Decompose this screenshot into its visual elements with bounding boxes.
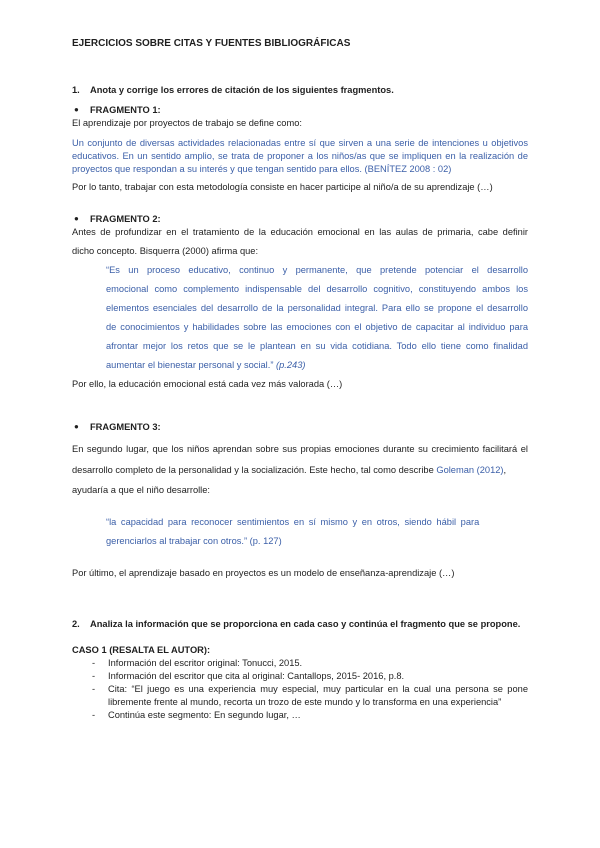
- fragment-3-intro-text: desarrollo completo de la personalidad y la socialización. Este hecho, tal como describe: [72, 465, 434, 475]
- fragment-1-quote-line: educativos. En un sentido amplio, se trata de proponer a los niños/as que se impliquen en la realización de: [72, 151, 528, 161]
- case-1-item: Información del escritor original: Tonucci, 2015.: [108, 658, 303, 668]
- case-1-cita-line: libremente frente al mundo, recorta un trozo de este mundo y lo transforma en una experiencia”: [108, 697, 502, 707]
- fragment-2-quote-last: aumentar el bienestar personal y social.”: [106, 360, 274, 370]
- fragment-3-label: FRAGMENTO 3:: [90, 422, 161, 432]
- fragment-2-label: FRAGMENTO 2:: [90, 214, 161, 224]
- fragment-2-quote-line: emocional como complemento indispensable del desarrollo cognitivo, constituyendo ambos los: [106, 284, 528, 294]
- fragment-3-intro-line: En segundo lugar, que los niños aprendan sobre sus propias emociones durante su crecimiento facilitará el: [72, 444, 528, 454]
- fragment-3-intro-line-2: [72, 464, 506, 476]
- dash-bullet: -: [92, 658, 96, 668]
- fragment-2-intro-line: Antes de profundizar en el tratamiento de la educación emocional en las aulas de primaria, cabe definir: [72, 227, 528, 237]
- dash-bullet: -: [92, 684, 96, 694]
- fragment-2-quote-last-line: [106, 359, 306, 371]
- fragment-1-quote-line: proyectos que respondan a su interés y que tengan sentido para ellos. (BENÍTEZ 2008 : 02): [72, 164, 452, 174]
- bullet-icon: ●: [74, 105, 79, 114]
- bullet-icon: ●: [74, 214, 79, 223]
- fragment-2-quote-line: elementos esenciales del desarrollo de la personalidad integral. Para ello se propone el desarrollo: [106, 303, 528, 313]
- fragment-3-quote-line: “la capacidad para reconocer sentimientos en sí mismo y en otros, siendo hábil para: [106, 517, 480, 527]
- case-1-continua: Continúa este segmento: En segundo lugar, …: [108, 710, 301, 720]
- fragment-3-cite-tail: ,: [503, 465, 507, 475]
- fragment-2-quote-page: (p.243): [276, 360, 306, 370]
- bullet-icon: ●: [74, 422, 79, 431]
- fragment-2-quote-line: afrontar mejor los retos que se le plantean en su vida cotidiana. Todo ello tiene como finalidad: [106, 341, 528, 351]
- exercise-1-number: 1.: [72, 85, 80, 95]
- document-title: EJERCICIOS SOBRE CITAS Y FUENTES BIBLIOGRÁFICAS: [72, 38, 351, 49]
- fragment-1-after: Por lo tanto, trabajar con esta metodología consiste en hacer participe al niño/a de su aprendizaje (…): [72, 182, 493, 192]
- exercise-1-heading: Anota y corrige los errores de citación de los siguientes fragmentos.: [90, 85, 394, 95]
- goleman-citation: Goleman (2012): [436, 465, 504, 475]
- dash-bullet: -: [92, 710, 96, 720]
- dash-bullet: -: [92, 671, 96, 681]
- fragment-3-quote-line: gerenciarlos al trabajar con otros.” (p. 127): [106, 536, 282, 546]
- fragment-1-label: FRAGMENTO 1:: [90, 105, 161, 115]
- case-1-title: CASO 1 (RESALTA EL AUTOR):: [72, 645, 211, 655]
- exercise-2-number: 2.: [72, 619, 80, 629]
- fragment-3-after: Por último, el aprendizaje basado en proyectos es un modelo de enseñanza-aprendizaje (…): [72, 568, 455, 578]
- case-1-cita-line: Cita: “El juego es una experiencia muy especial, muy particular en la cual una persona se pone: [108, 684, 528, 694]
- fragment-2-intro-line: dicho concepto. Bisquerra (2000) afirma que:: [72, 246, 259, 256]
- fragment-2-after: Por ello, la educación emocional está cada vez más valorada (…): [72, 379, 343, 389]
- fragment-1-intro: El aprendizaje por proyectos de trabajo se define como:: [72, 118, 302, 128]
- exercise-2-heading: Analiza la información que se proporciona en cada caso y continúa el fragmento que se propone.: [90, 619, 521, 629]
- fragment-2-quote-line: “Es un proceso educativo, continuo y permanente, que pretende potenciar el desarrollo: [106, 265, 528, 275]
- case-1-item: Información del escritor que cita al original: Cantallops, 2015- 2016, p.8.: [108, 671, 405, 681]
- fragment-1-quote-line: Un conjunto de diversas actividades relacionadas entre sí que sirven a una serie de intenciones u objetivos: [72, 138, 528, 148]
- fragment-2-quote-line: de conocimientos y habilidades sobre las emociones con el objetivo de capacitar al individuo para: [106, 322, 528, 332]
- fragment-3-intro-last: ayudaría a que el niño desarrolle:: [72, 485, 210, 495]
